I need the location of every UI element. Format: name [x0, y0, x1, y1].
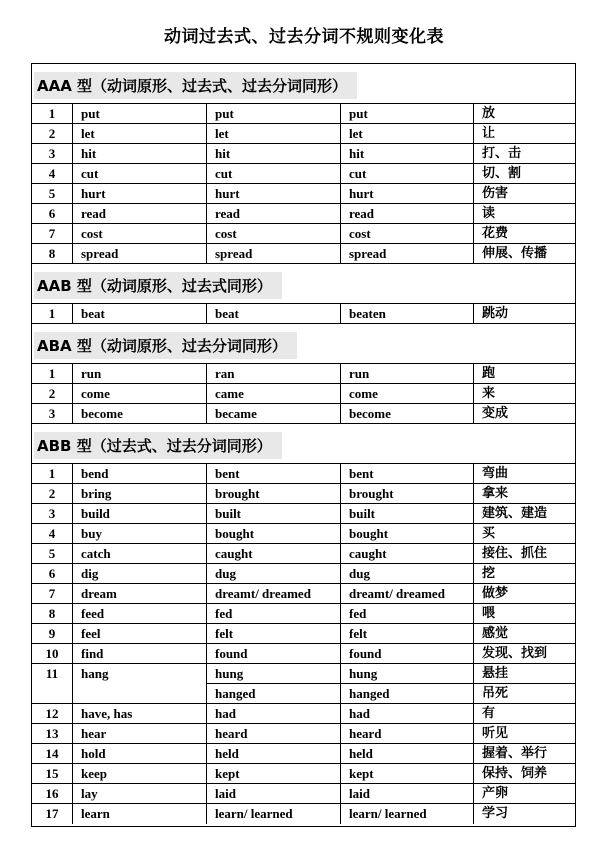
table-row: 17 learn learn/ learned learn/ learned 学习	[32, 804, 575, 824]
table-row: 14 hold held held 握着、举行	[32, 744, 575, 764]
table-row: 5 catch caught caught 接住、抓住	[32, 544, 575, 564]
table-row: 12 have, has had had 有	[32, 704, 575, 724]
table-row: 9 feel felt felt 感觉	[32, 624, 575, 644]
table-row: 1 put put put 放	[32, 104, 575, 124]
table-row: 4 buy bought bought 买	[32, 524, 575, 544]
table-row: 2 let let let 让	[32, 124, 575, 144]
table-row: 1 run ran run 跑	[32, 364, 575, 384]
table-row: 15 keep kept kept 保持、饲养	[32, 764, 575, 784]
table-row: 3 hit hit hit 打、击	[32, 144, 575, 164]
table-row: 6 read read read 读	[32, 204, 575, 224]
table-row: 1 beat beat beaten 跳动	[32, 304, 575, 324]
section-header-aba: ABA 型（动词原形、过去分词同形）	[32, 324, 575, 364]
table-row: 4 cut cut cut 切、割	[32, 164, 575, 184]
table-row: 1 bend bent bent 弯曲	[32, 464, 575, 484]
table-row: 3 build built built 建筑、建造	[32, 504, 575, 524]
section-header-aaa: AAA 型（动词原形、过去式、过去分词同形）	[32, 64, 575, 104]
table-row: hanged hanged 吊死	[32, 684, 575, 704]
section-header-abb: ABB 型（过去式、过去分词同形）	[32, 424, 575, 464]
table-row: 2 come came come 来	[32, 384, 575, 404]
table-row: 8 spread spread spread 伸展、传播	[32, 244, 575, 264]
table-row: 8 feed fed fed 喂	[32, 604, 575, 624]
table-row: 7 dream dreamt/ dreamed dreamt/ dreamed 做梦	[32, 584, 575, 604]
page-title: 动词过去式、过去分词不规则变化表	[164, 27, 444, 47]
table-row: 16 lay laid laid 产卵	[32, 784, 575, 804]
table-row: 7 cost cost cost 花费	[32, 224, 575, 244]
section-header-aab: AAB 型（动词原形、过去式同形）	[32, 264, 575, 304]
table-row: 11 hang hung hung 悬挂	[32, 664, 575, 684]
table-row: 13 hear heard heard 听见	[32, 724, 575, 744]
table-row: 6 dig dug dug 挖	[32, 564, 575, 584]
table-row: 10 find found found 发现、找到	[32, 644, 575, 664]
verb-table	[31, 63, 576, 827]
table-row: 3 become became become 变成	[32, 404, 575, 424]
table-row: 2 bring brought brought 拿来	[32, 484, 575, 504]
table-row: 5 hurt hurt hurt 伤害	[32, 184, 575, 204]
